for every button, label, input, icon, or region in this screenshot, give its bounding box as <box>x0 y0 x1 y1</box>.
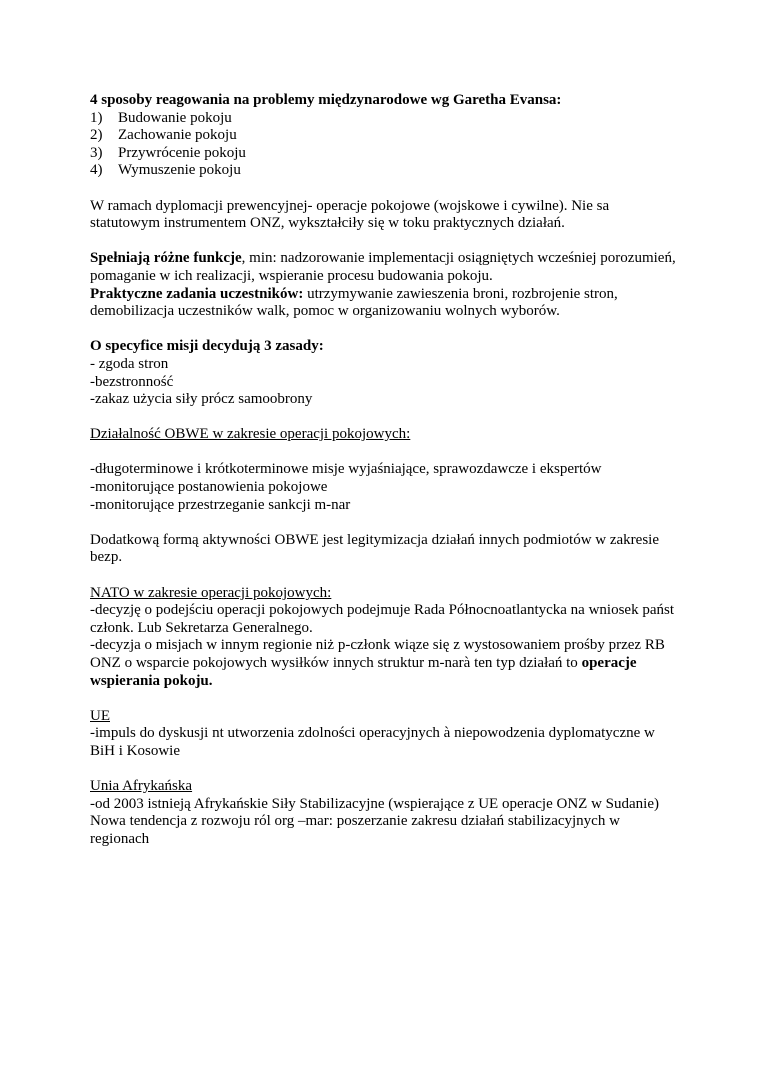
tasks-paragraph: Praktyczne zadania uczestników: utrzymywanie zawieszenia broni, rozbrojenie stron, demobilizacja uczestników walk, pomoc w organizowaniu wolnych wyborów. <box>90 285 618 320</box>
obwe-item: -długoterminowe i krótkoterminowe misje wyjaśniające, sprawozdawcze i ekspertów <box>90 461 602 478</box>
nato-paragraph-1: -decyzję o podejściu operacji pokojowych podejmuje Rada Północnoatlantycka na wniosek państ członk. Lub Sekretarza Generalnego. <box>90 602 674 636</box>
trend-paragraph: Nowa tendencja z rozwoju ról org –mar: poszerzanie zakresu działań stabilizacyjnych w regionach <box>90 813 620 847</box>
au-paragraph: -od 2003 istnieją Afrykańskie Siły Stabilizacyjne (wspierające z UE operacje ONZ w Sudanie) <box>90 795 659 812</box>
nato-paragraph-2: -decyzja o misjach w innym regionie niż p-członk wiąze się z wystosowaniem prośby przez RB ONZ o wsparcie pokojowych wysiłków innych struktur m-narà ten typ działań to operacje wspierania pokoju. <box>90 637 665 689</box>
list-item: 3) Przywrócenie pokoju <box>90 144 246 161</box>
list-item: 1) Budowanie pokoju <box>90 109 232 126</box>
ue-heading: UE <box>90 707 110 724</box>
obwe-item: -monitorujące postanowienia pokojowe <box>90 479 328 496</box>
principle-item: -zakaz użycia siły prócz samoobrony <box>90 391 313 408</box>
functions-paragraph: Spełniają różne funkcje, min: nadzorowanie implementacji osiągniętych wcześniej porozumień, pomaganie w ich realizacji, wspieranie procesu budowania pokoju. <box>90 250 676 284</box>
list-item: 2) Zachowanie pokoju <box>90 127 237 144</box>
ue-paragraph: -impuls do dyskusji nt utworzenia zdolności operacyjnych à niepowodzenia dyplomatyczne w BiH i Kosowie <box>90 725 655 759</box>
au-heading: Unia Afrykańska <box>90 778 193 795</box>
obwe-note: Dodatkową formą aktywności OBWE jest legitymizacja działań innych podmiotów w zakresie bezp. <box>90 531 659 566</box>
principle-item: -bezstronność <box>90 373 174 390</box>
nato-heading: NATO w zakresie operacji pokojowych: <box>90 584 332 601</box>
list-item: 4) Wymuszenie pokoju <box>90 162 241 179</box>
obwe-heading: Działalność OBWE w zakresie operacji pokojowych: <box>90 426 411 443</box>
document-body <box>90 92 680 849</box>
intro-paragraph: W ramach dyplomacji prewencyjnej- operacje pokojowe (wojskowe i cywilne). Nie sa statutowym instrumentem ONZ, wykształciły się w toku praktycznych działań. <box>90 197 610 232</box>
title: 4 sposoby reagowania na problemy międzynarodowe wg Garetha Evansa: <box>90 92 562 108</box>
obwe-item: -monitorujące przestrzeganie sankcji m-nar <box>90 496 351 513</box>
principle-item: - zgoda stron <box>90 355 169 372</box>
principles-heading: O specyfice misji decydują 3 zasady: <box>90 338 324 355</box>
evans-list <box>90 110 680 180</box>
